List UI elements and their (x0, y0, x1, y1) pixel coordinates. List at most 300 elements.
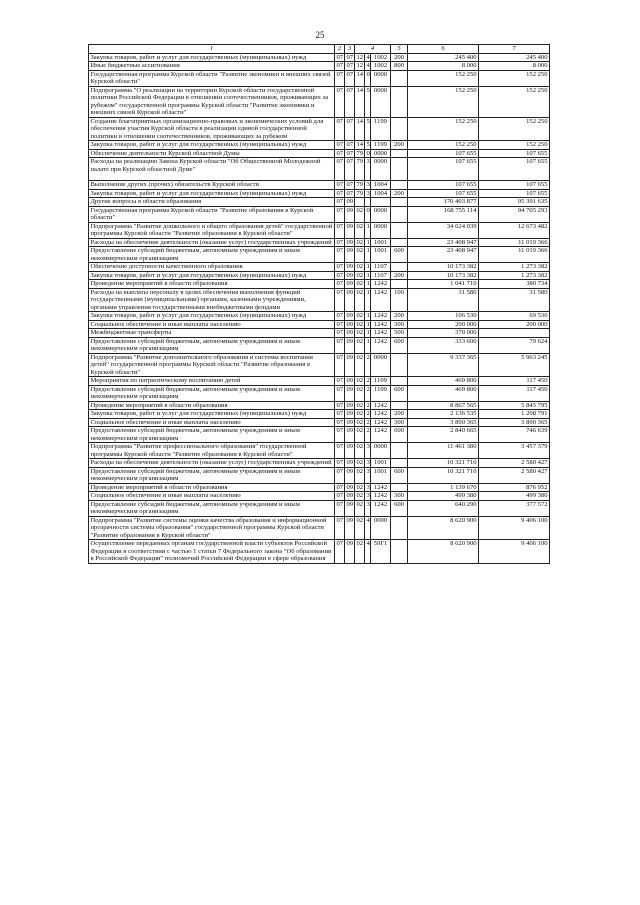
program-code-cell: 02 (356, 329, 364, 336)
row-name-cell: Закупка товаров, работ и услуг для государственных (муниципальных) нужд (89, 53, 335, 62)
expense-type-code-cell (391, 158, 408, 181)
subprogram-code-cell: 3 (365, 467, 371, 483)
subsection-code-cell: 09 (345, 427, 355, 443)
program-code-cell: 02 (356, 312, 364, 319)
direction-code-cell: 1242 (371, 312, 391, 321)
section-code-cell: 07 (335, 353, 345, 377)
direction-code-cell: 59Г1 (371, 540, 391, 564)
amount-year-1-cell: 152 250 (408, 86, 479, 117)
direction-code-cell: 1242 (371, 401, 391, 410)
row-name-cell: Обеспечение доступности качественного образования (89, 263, 335, 272)
expense-type-code-cell (391, 540, 408, 564)
expense-type-code-cell (391, 280, 408, 289)
program-code-cell: 14 (356, 141, 364, 148)
section-code-cell: 07 (336, 280, 344, 287)
amount-year-2-cell: 117 450 (479, 377, 550, 386)
subprogram-code-cell: 1 (366, 320, 370, 328)
column-header: 5 (391, 45, 408, 54)
section-code-cell: 07 (336, 312, 344, 319)
subsection-code-cell: 09 (346, 459, 354, 466)
table-row (89, 500, 550, 516)
section-code-cell: 07 (336, 181, 344, 188)
program-code-cell: 02 (356, 320, 364, 328)
amount-year-2-cell: 152 250 (479, 86, 550, 117)
table-row (89, 53, 550, 62)
row-name-cell: Закупка товаров, работ и услуг для государственных (муниципальных) нужд (89, 312, 335, 321)
table-row (89, 222, 550, 238)
amount-year-1-cell: 170 403 877 (408, 198, 479, 207)
subsection-code-cell: 09 (346, 401, 354, 409)
amount-year-1-cell: 10 321 710 (408, 467, 479, 483)
expense-type-code-cell (391, 117, 408, 141)
amount-year-2-cell: 107 655 (479, 189, 550, 198)
amount-year-2-cell: 5 845 795 (479, 401, 550, 410)
subprogram-code-cell: 0 (365, 70, 371, 86)
amount-year-2-cell: 152 250 (479, 70, 550, 86)
subprogram-code-cell: 3 (365, 443, 371, 459)
subsection-code-cell: 07 (346, 141, 354, 148)
column-header: 6 (408, 45, 479, 54)
direction-code-cell: 0000 (371, 516, 391, 540)
direction-code-cell: 1242 (371, 427, 391, 443)
program-code-cell: 02 (355, 540, 365, 564)
table-row (89, 280, 550, 289)
subprogram-code-cell: 0 (366, 149, 370, 157)
expense-type-code-cell: 600 (391, 247, 408, 263)
expense-type-code-cell: 600 (391, 337, 408, 353)
table-row (89, 427, 550, 443)
program-code-cell: 02 (355, 337, 365, 353)
column-header: 3 (345, 45, 355, 54)
direction-code-cell: 0000 (371, 443, 391, 459)
subsection-code-cell: 09 (346, 492, 354, 499)
section-code-cell: 07 (336, 320, 344, 328)
section-code-cell: 07 (336, 53, 344, 61)
row-name-cell: Проведение мероприятий в области образования (89, 280, 335, 289)
subsection-code-cell: 09 (345, 540, 355, 564)
subsection-code-cell: 07 (346, 181, 354, 188)
program-code-cell: 02 (355, 222, 365, 238)
subsection-code-cell: 09 (345, 337, 355, 353)
direction-code-cell: 1001 (371, 467, 391, 483)
table-row (89, 206, 550, 222)
table-row (89, 483, 550, 492)
table-row (89, 467, 550, 483)
subprogram-code-cell: 2 (365, 385, 371, 401)
section-code-cell: 07 (335, 222, 345, 238)
program-code-cell: 02 (356, 492, 364, 499)
subsection-code-cell: 09 (345, 288, 355, 312)
row-name-cell: Расходы на реализацию Закона Курской области "Об Общественной Молодежной палате при Курской областной Думе" (89, 158, 335, 181)
table-row (89, 189, 550, 198)
direction-code-cell: 1242 (371, 280, 391, 289)
table-row (89, 337, 550, 353)
amount-year-2-cell: 69 530 (479, 312, 550, 321)
amount-year-1-cell: 333 600 (408, 337, 479, 353)
subprogram-code-cell: 1 (365, 337, 371, 353)
row-name-cell: Подпрограмма "Развитие профессионального образования" государственной программы Курской области "Развитие образования в Курской области" (89, 443, 335, 459)
amount-year-2-cell: 380 734 (479, 280, 550, 289)
direction-code-cell: 0000 (371, 86, 391, 117)
section-code-cell: 07 (336, 492, 344, 499)
direction-code-cell: 0000 (371, 206, 391, 222)
expense-type-code-cell: 200 (391, 410, 408, 419)
table-row (89, 459, 550, 468)
table-row (89, 353, 550, 377)
direction-code-cell: 1242 (371, 329, 391, 338)
direction-code-cell: 1001 (371, 238, 391, 247)
program-code-cell: 02 (355, 385, 365, 401)
expense-type-code-cell: 200 (391, 141, 408, 150)
subsection-code-cell: 09 (345, 443, 355, 459)
amount-year-2-cell: 2 580 427 (479, 459, 550, 468)
section-code-cell: 07 (336, 459, 344, 466)
subprogram-code-cell: 5 (365, 86, 371, 117)
direction-code-cell: 1199 (371, 117, 391, 141)
expense-type-code-cell (391, 86, 408, 117)
table-row (89, 385, 550, 401)
direction-code-cell: 1242 (371, 483, 391, 492)
expense-type-code-cell (391, 70, 408, 86)
table-row (89, 377, 550, 386)
direction-code-cell: 0000 (371, 70, 391, 86)
expense-type-code-cell (391, 238, 408, 247)
program-code-cell: 02 (355, 516, 365, 540)
row-name-cell: Расходы на обеспечение деятельности (оказание услуг) государственных учреждений (89, 459, 335, 468)
table-row (89, 198, 550, 207)
subprogram-code-cell: 4 (366, 62, 370, 69)
amount-year-1-cell: 1 041 710 (408, 280, 479, 289)
subprogram-code-cell: 4 (365, 540, 371, 564)
row-name-cell: Предоставление субсидий бюджетным, автономным учреждениям и иным некоммерческим организациям (89, 385, 335, 401)
program-code-cell: 79 (355, 158, 365, 181)
subsection-code-cell: 09 (346, 320, 354, 328)
table-row (89, 181, 550, 190)
subprogram-code-cell: 1 (365, 247, 371, 263)
subsection-code-cell: 07 (345, 158, 355, 181)
amount-year-1-cell: 2 136 535 (408, 410, 479, 419)
subsection-code-cell: 09 (346, 271, 354, 279)
program-code-cell: 14 (355, 70, 365, 86)
subprogram-code-cell: 2 (365, 353, 371, 377)
program-code-cell: 02 (356, 377, 364, 384)
expense-type-code-cell: 300 (391, 492, 408, 501)
row-name-cell: Подпрограмма "О реализации на территории Курской области государственной политики Российской Федерации в отношении соотечественников, проживающих за рубежом" государственной программы Курской области "Развитие экономики и внешних связей Курской области" (89, 86, 335, 117)
subsection-code-cell: 07 (346, 149, 354, 157)
row-name-cell: Социальное обеспечение и иные выплаты населению (89, 492, 335, 501)
direction-code-cell: 0000 (371, 222, 391, 238)
table-row (89, 492, 550, 501)
table-row (89, 320, 550, 329)
amount-year-2-cell: 107 655 (479, 149, 550, 158)
subsection-code-cell: 09 (346, 329, 354, 336)
section-code-cell: 07 (335, 158, 345, 181)
section-code-cell: 07 (336, 377, 344, 384)
section-code-cell: 07 (336, 418, 344, 426)
amount-year-1-cell: 11 461 380 (408, 443, 479, 459)
amount-year-1-cell: 152 250 (408, 70, 479, 86)
section-code-cell: 07 (335, 540, 345, 564)
table-row (89, 263, 550, 272)
section-code-cell: 07 (335, 427, 345, 443)
subprogram-code-cell: 2 (366, 418, 370, 426)
row-name-cell: Предоставление субсидий бюджетным, автономным учреждениям и иным некоммерческим организациям (89, 467, 335, 483)
amount-year-2-cell: 31 580 (479, 288, 550, 312)
subsection-code-cell: 07 (346, 62, 354, 69)
subsection-code-cell: 09 (345, 247, 355, 263)
subprogram-code-cell: 3 (365, 158, 371, 181)
table-row (89, 62, 550, 71)
subprogram-code-cell: 2 (366, 377, 370, 384)
program-code-cell: 02 (356, 459, 364, 466)
amount-year-2-cell: 876 952 (479, 483, 550, 492)
amount-year-1-cell: 23 408 947 (408, 247, 479, 263)
subprogram-code-cell: 1 (365, 222, 371, 238)
table-row (89, 238, 550, 247)
section-code-cell: 07 (335, 247, 345, 263)
subprogram-code-cell: 1 (366, 329, 370, 336)
row-name-cell: Подпрограмма "Развитие дополнительного образования и системы воспитания детей" государственной программы Курской области "Развитие образования в Курской области" (89, 353, 335, 377)
program-code-cell (355, 198, 365, 207)
row-name-cell: Закупка товаров, работ и услуг для государственных (муниципальных) нужд (89, 189, 335, 198)
row-name-cell: Предоставление субсидий бюджетным, автономным учреждениям и иным некоммерческим организациям (89, 247, 335, 263)
expense-type-code-cell (391, 263, 408, 272)
subprogram-code-cell: 1 (366, 263, 370, 270)
amount-year-2-cell: 9 406 100 (479, 516, 550, 540)
subsection-code-cell: 07 (345, 86, 355, 117)
program-code-cell: 02 (356, 418, 364, 426)
row-name-cell: Предоставление субсидий бюджетным, автономным учреждениям и иным некоммерческим организациям (89, 427, 335, 443)
table-row (89, 410, 550, 419)
row-name-cell: Предоставление субсидий бюджетным, автономным учреждениям и иным некоммерческим организациям (89, 500, 335, 516)
amount-year-2-cell: 107 655 (479, 181, 550, 190)
subprogram-code-cell: 1 (366, 271, 370, 279)
expense-type-code-cell: 600 (391, 427, 408, 443)
amount-year-1-cell: 10 321 710 (408, 459, 479, 468)
row-name-cell: Межбюджетные трансферты (89, 329, 335, 338)
program-code-cell: 02 (356, 280, 364, 287)
table-row (89, 540, 550, 564)
direction-code-cell: 0000 (371, 353, 391, 377)
amount-year-1-cell: 107 655 (408, 149, 479, 158)
program-code-cell: 02 (355, 427, 365, 443)
table-row (89, 329, 550, 338)
section-code-cell: 07 (335, 337, 345, 353)
subsection-code-cell: 09 (345, 222, 355, 238)
amount-year-1-cell: 3 890 365 (408, 418, 479, 427)
row-name-cell: Государственная программа Курской области "Развитие экономики и внешних связей Курской области" (89, 70, 335, 86)
row-name-cell: Другие вопросы в области образования (89, 198, 335, 207)
table-row (89, 312, 550, 321)
section-code-cell: 07 (336, 238, 344, 246)
table-row (89, 149, 550, 158)
amount-year-2-cell: 2 580 427 (479, 467, 550, 483)
direction-code-cell: 1107 (371, 263, 391, 272)
amount-year-1-cell: 10 173 382 (408, 263, 479, 272)
amount-year-2-cell: 94 705 293 (479, 206, 550, 222)
program-code-cell: 02 (356, 483, 364, 491)
direction-code-cell: 1242 (371, 418, 391, 427)
amount-year-2-cell: 377 572 (479, 500, 550, 516)
subsection-code-cell: 09 (346, 198, 354, 205)
section-code-cell: 07 (335, 70, 345, 86)
row-name-cell: Осуществление переданных органам государственной власти субъектов Российской Федерации в соответствии с частью 1 статьи 7 Федерального закона "Об образовании в Российской Федерации" полномочий Российской Федерации в сфере образования (89, 540, 335, 564)
subsection-code-cell: 09 (346, 280, 354, 287)
row-name-cell: Закупка товаров, работ и услуг для государственных (муниципальных) нужд (89, 410, 335, 419)
amount-year-1-cell: 34 624 039 (408, 222, 479, 238)
subprogram-code-cell: 5 (365, 117, 371, 141)
table-row (89, 117, 550, 141)
section-code-cell: 07 (336, 141, 344, 148)
row-name-cell: Предоставление субсидий бюджетным, автономным учреждениям и иным некоммерческим организациям (89, 337, 335, 353)
subprogram-code-cell: 1 (365, 288, 371, 312)
subprogram-code-cell: 3 (366, 492, 370, 499)
program-code-cell: 02 (356, 271, 364, 279)
direction-code-cell: 1242 (371, 320, 391, 329)
expense-type-code-cell (391, 377, 408, 386)
amount-year-1-cell: 200 000 (408, 320, 479, 329)
amount-year-1-cell: 8 000 (408, 62, 479, 71)
table-header-row (89, 45, 550, 54)
expense-type-code-cell (391, 401, 408, 410)
column-header: 4 (355, 45, 391, 54)
amount-year-2-cell: 200 000 (479, 320, 550, 329)
expense-type-code-cell (391, 516, 408, 540)
row-name-cell: Проведение мероприятий в области образования (89, 483, 335, 492)
amount-year-1-cell: 107 655 (408, 189, 479, 198)
section-code-cell: 07 (336, 149, 344, 157)
row-name-cell: Социальное обеспечение и иные выплаты населению (89, 418, 335, 427)
amount-year-1-cell: 107 655 (408, 181, 479, 190)
program-code-cell: 02 (355, 288, 365, 312)
table-row (89, 443, 550, 459)
subsection-code-cell: 09 (345, 206, 355, 222)
section-code-cell: 07 (335, 385, 345, 401)
amount-year-1-cell: 469 800 (408, 385, 479, 401)
amount-year-2-cell: 117 450 (479, 385, 550, 401)
subprogram-code-cell: 5 (366, 141, 370, 148)
amount-year-1-cell: 8 620 900 (408, 516, 479, 540)
amount-year-2-cell: 9 406 100 (479, 540, 550, 564)
direction-code-cell: 1004 (371, 181, 391, 190)
table-row (89, 401, 550, 410)
amount-year-2-cell: 12 673 482 (479, 222, 550, 238)
row-name-cell: Обеспечение деятельности Курской областной Думы (89, 149, 335, 158)
direction-code-cell: 1242 (371, 492, 391, 501)
budget-table (88, 44, 550, 564)
expense-type-code-cell (391, 443, 408, 459)
amount-year-2-cell: 245 400 (479, 53, 550, 62)
subprogram-code-cell: 2 (366, 401, 370, 409)
program-code-cell: 14 (355, 117, 365, 141)
row-name-cell: Проведение мероприятий в области образования (89, 401, 335, 410)
row-name-cell: Иные бюджетные ассигнования (89, 62, 335, 71)
program-code-cell: 02 (356, 401, 364, 409)
row-name-cell: Расходы на обеспечение деятельности (оказание услуг) государственных учреждений (89, 238, 335, 247)
direction-code-cell: 1109 (371, 377, 391, 386)
table-row (89, 86, 550, 117)
section-code-cell: 07 (336, 410, 344, 417)
page-number: 25 (315, 30, 325, 40)
amount-year-2-cell: 79 624 (479, 337, 550, 353)
amount-year-1-cell: 152 250 (408, 117, 479, 141)
table-row (89, 247, 550, 263)
subsection-code-cell: 09 (345, 385, 355, 401)
direction-code-cell: 1109 (371, 385, 391, 401)
section-code-cell: 07 (335, 117, 345, 141)
row-name-cell: Расходы на выплаты персоналу в целях обеспечения выполнения функций государственными (муниципальными) органами, казенными учреждениями, органами управления государственными внебюджетными фондами (89, 288, 335, 312)
expense-type-code-cell: 100 (391, 288, 408, 312)
program-code-cell: 02 (355, 353, 365, 377)
column-header: 2 (335, 45, 345, 54)
table-row (89, 158, 550, 181)
expense-type-code-cell (391, 149, 408, 158)
expense-type-code-cell: 200 (391, 53, 408, 62)
section-code-cell: 07 (336, 263, 344, 270)
row-name-cell: Подпрограмма "Развитие дошкольного и общего образования детей" государственной программы Курской области "Развитие образования в Курской области" (89, 222, 335, 238)
amount-year-2-cell: 1 273 382 (479, 263, 550, 272)
amount-year-1-cell: 2 840 665 (408, 427, 479, 443)
subprogram-code-cell: 0 (365, 206, 371, 222)
expense-type-code-cell (391, 353, 408, 377)
subsection-code-cell: 07 (345, 70, 355, 86)
expense-type-code-cell (391, 222, 408, 238)
subprogram-code-cell: 2 (365, 427, 371, 443)
amount-year-1-cell: 106 530 (408, 312, 479, 321)
section-code-cell: 07 (336, 189, 344, 197)
expense-type-code-cell (391, 459, 408, 468)
expense-type-code-cell: 200 (391, 189, 408, 198)
amount-year-2-cell: 11 019 366 (479, 238, 550, 247)
direction-code-cell: 1242 (371, 410, 391, 419)
subprogram-code-cell: 3 (366, 483, 370, 491)
direction-code-cell: 1002 (371, 62, 391, 71)
direction-code-cell: 1242 (371, 288, 391, 312)
direction-code-cell: 1001 (371, 247, 391, 263)
amount-year-2-cell (479, 329, 550, 338)
expense-type-code-cell: 600 (391, 467, 408, 483)
amount-year-1-cell: 9 337 365 (408, 353, 479, 377)
subsection-code-cell: 09 (346, 418, 354, 426)
section-code-cell: 07 (336, 62, 344, 69)
section-code-cell: 07 (335, 288, 345, 312)
program-code-cell: 02 (355, 206, 365, 222)
program-code-cell: 79 (356, 181, 364, 188)
program-code-cell: 02 (355, 467, 365, 483)
amount-year-2-cell: 11 019 366 (479, 247, 550, 263)
amount-year-2-cell: 499 380 (479, 492, 550, 501)
amount-year-2-cell: 1 273 382 (479, 271, 550, 280)
section-code-cell: 07 (335, 516, 345, 540)
row-name-cell: Выполнение других (прочих) обязательств Курской области (89, 181, 335, 190)
amount-year-2-cell: 3 457 379 (479, 443, 550, 459)
direction-code-cell: 1199 (371, 141, 391, 150)
amount-year-2-cell: 1 208 791 (479, 410, 550, 419)
amount-year-2-cell: 8 000 (479, 62, 550, 71)
subprogram-code-cell: 3 (366, 189, 370, 197)
table-row (89, 70, 550, 86)
program-code-cell: 02 (355, 500, 365, 516)
program-code-cell: 14 (355, 86, 365, 117)
column-header: 1 (89, 45, 335, 54)
row-name-cell: Закупка товаров, работ и услуг для государственных (муниципальных) нужд (89, 141, 335, 150)
expense-type-code-cell: 800 (391, 62, 408, 71)
amount-year-1-cell: 469 800 (408, 377, 479, 386)
table-row (89, 271, 550, 280)
row-name-cell: Создание благоприятных организационно-правовых и экономических условий для обеспечения участия Курской области в реализации единой государственной политики в отношении соотечественников, проживающих за рубежом (89, 117, 335, 141)
subprogram-code-cell: 4 (366, 53, 370, 61)
table-row (89, 288, 550, 312)
